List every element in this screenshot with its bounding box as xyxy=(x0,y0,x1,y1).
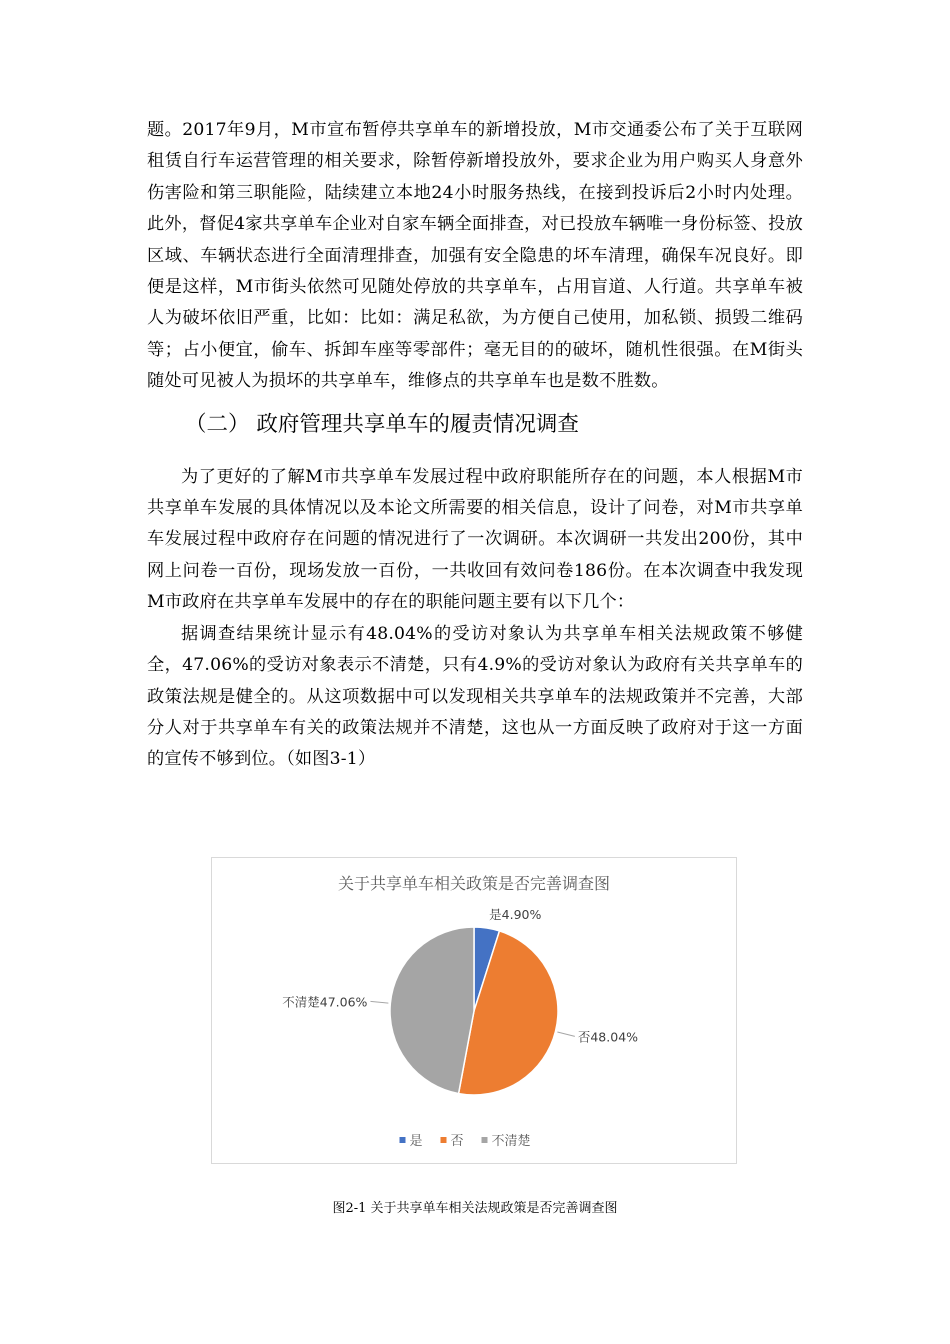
figure-caption: 图2-1 关于共享单车相关法规政策是否完善调查图 xyxy=(332,1201,618,1216)
chart-legend xyxy=(400,1133,531,1149)
pie-chart-svg xyxy=(212,858,736,1163)
paragraph-3: 据调查结果统计显示有48.04%的受访对象认为共享单车相关法规政策不够健全，47.06%的受访对象表示不清楚，只有4.9%的受访对象认为政府有关共享单车的政策法规是健全的。从这项数据中可以发现相关共享单车的法规政策并不完善，大部分人对于共享单车有关的政策法规并不清楚，这也从一方面反映了政府对于这一方面的宣传不够到位。（如图3-1） xyxy=(147,623,803,770)
legend-swatch-3 xyxy=(482,1137,488,1143)
pie-slice-3 xyxy=(390,927,474,1094)
section-heading: （二） 政府管理共享单车的履责情况调查 xyxy=(185,411,579,437)
paragraph-1: 题。2017年9月，M市宣布暂停共享单车的新增投放，M市交通委公布了关于互联网租赁自行车运营管理的相关要求，除暂停新增投放外，要求企业为用户购买人身意外伤害险和第三职能险，陆续建立本地24小时服务热线，在接到投诉后2小时内处理。此外，督促4家共享单车企业对自家车辆全面排查，对已投放车辆唯一身份标签、投放区域、车辆状态进行全面清理排查，加强有安全隐患的坏车清理，确保车况良好。即便是这样，M市街头依然可见随处停放的共享单车，占用盲道、人行道。共享单车被人为破坏依旧严重，比如：比如：满足私欲，为方便自己使用，加私锁、损毁二维码等；占小便宜，偷车、拆卸车座等零部件；毫无目的的破坏，随机性很强。在M街头随处可见被人为损坏的共享单车，维修点的共享单车也是数不胜数。 xyxy=(147,120,803,392)
chart-title: 关于共享单车相关政策是否完善调查图 xyxy=(337,874,611,893)
legend-label-2: 否 xyxy=(450,1134,464,1149)
data-label-1: 是4.90% xyxy=(489,907,542,922)
legend-swatch-2 xyxy=(441,1137,447,1143)
data-label-2: 否48.04% xyxy=(577,1029,639,1045)
legend-swatch-1 xyxy=(400,1137,406,1143)
pie-chart xyxy=(211,857,737,1164)
leader-line-3 xyxy=(370,1001,388,1003)
legend-label-1: 是 xyxy=(409,1134,423,1149)
paragraph-2: 为了更好的了解M市共享单车发展过程中政府职能所存在的问题，本人根据M市共享单车发展的具体情况以及本论文所需要的相关信息，设计了问卷，对M市共享单车发展过程中政府存在问题的情况进行了一次调研。本次调研一共发出200份，其中网上问卷一百份，现场发放一百份，一共收回有效问卷186份。在本次调查中我发现M市政府在共享单车发展中的存在的职能问题主要有以下几个： xyxy=(147,466,803,613)
leader-line-2 xyxy=(557,1032,574,1036)
data-label-3: 不清楚47.06% xyxy=(282,994,368,1010)
pie-slices xyxy=(390,927,558,1095)
legend-label-3: 不清楚 xyxy=(491,1134,531,1149)
document-body xyxy=(147,115,803,776)
